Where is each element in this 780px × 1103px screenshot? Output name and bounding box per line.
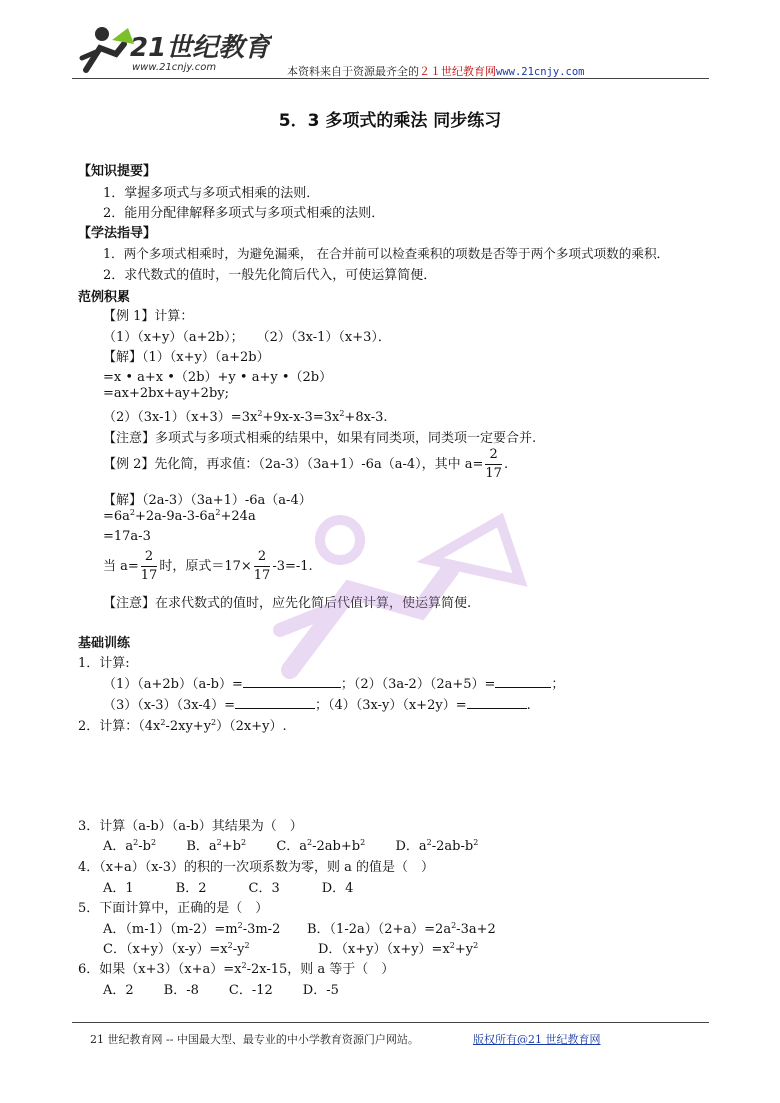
question-3-options: [103, 835, 478, 854]
header-site-name: ２１世纪教育网: [419, 65, 496, 78]
answer-blank[interactable]: [495, 687, 551, 688]
example1-note: 【注意】多项式与多项式相乘的结果中，如果有同类项，同类项一定要合并.: [103, 431, 537, 446]
answer-blank[interactable]: [235, 708, 315, 709]
example1-problems: （1）（x+y）（a+2b）； （2）（3x-1）（x+3）．: [103, 330, 391, 345]
footer-copyright-link[interactable]: 版权所有@21 世纪教育网: [473, 1033, 601, 1046]
question-5-option-a[interactable]: A．$(m-1)(m-2)=m^2-3m-2$: [103, 921, 281, 937]
logo-url: www.21cnjy.com: [132, 62, 217, 73]
basic-heading: 基础训练: [78, 636, 131, 651]
example2-solution-line: $=6a^2+2a-9a-3-6a^2+24a$: [103, 508, 256, 524]
question-1-row: （1）（a+2b）（a-b）= ；（2）（3a-2）（2a+5）= ；: [103, 677, 565, 692]
knowledge-item: 1．掌握多项式与多项式相乘的法则．: [103, 186, 320, 201]
option-d[interactable]: D．4: [321, 881, 354, 896]
option-d[interactable]: D．-5: [302, 983, 339, 998]
question-1-label: 1．计算:: [78, 656, 130, 671]
question-5-option-b[interactable]: B．$(1-2a)(2+a)=2a^2-3a+2$: [307, 921, 496, 937]
question-3: 3．计算（a-b）（a-b）其结果为（ ）: [78, 819, 303, 834]
example2-problem: 【例 2】先化简，再求值：（2a-3）（3a+1）-6a（a-4），其中 a= $\frac{2}{17}$ .: [103, 447, 509, 481]
header-url[interactable]: www.21cnjy.com: [496, 66, 585, 78]
watermark-logo: [270, 500, 540, 690]
header-note: 本资料来自于资源最齐全的２１世纪教育网www.21cnjy.com: [287, 65, 585, 78]
example1-solution-line: $(2)(3x-1)(x+3)=3x^2+9x-x-3=3x^2+8x-3$.: [103, 409, 388, 425]
question-6-options: [103, 979, 339, 998]
fraction: $\frac{2}{17}$: [485, 447, 502, 481]
example1-solution-line: =x • a+x •（2b）+y • a+y •（2b）: [103, 370, 333, 385]
question-5-option-d[interactable]: D．$(x+y)(x+y)=x^2+y^2$: [318, 941, 479, 957]
examples-heading: 范例积累: [78, 290, 131, 305]
option-b[interactable]: B．2: [175, 881, 207, 896]
running-figure-icon: [82, 27, 134, 70]
example2-solution-line: 当 a= $\frac{2}{17}$ 时，原式＝17× $\frac{2}{17}$ -3=-1.: [103, 549, 313, 583]
question-4-options: [103, 877, 353, 896]
option-c[interactable]: C．3: [248, 881, 280, 896]
example1-label: 【例 1】计算：: [103, 309, 194, 324]
method-item: 2．求代数式的值时，一般先化简后代入，可使运算简便．: [103, 268, 437, 283]
option-a[interactable]: A．2: [103, 983, 134, 998]
footer-text: 21 世纪教育网 -- 中国最大型、最专业的中小学教育资源门户网站。: [90, 1033, 419, 1046]
option-d[interactable]: D．$a^2-2ab-b^2$: [395, 838, 479, 854]
fraction: $\frac{2}{17}$: [140, 549, 158, 583]
option-b[interactable]: B．$a^2+b^2$: [186, 838, 247, 854]
knowledge-heading: 【知识提要】: [78, 164, 157, 179]
question-5: 5．下面计算中，正确的是（ ）: [78, 901, 269, 916]
option-b[interactable]: B．-8: [163, 983, 199, 998]
method-heading: 【学法指导】: [78, 226, 157, 241]
question-6: 6．如果$(x+3)(x+a)=x^2-2x-15$，则 a 等于（ ）: [78, 961, 395, 977]
example2-note: 【注意】在求代数式的值时，应先化简后代值计算，使运算简便.: [103, 596, 472, 611]
knowledge-item: 2．能用分配律解释多项式与多项式相乘的法则．: [103, 206, 385, 221]
question-4: 4．（x+a）（x-3）的积的一次项系数为零，则 a 的值是（ ）: [78, 860, 435, 875]
site-logo: [72, 18, 272, 76]
example1-solution-line: =ax+2bx+ay+2by;: [103, 386, 229, 401]
example2-solution-line: =17a-3: [103, 529, 151, 544]
question-1-row: （3）（x-3）（3x-4）= ；（4）（3x-y）（x+2y）= .: [103, 698, 531, 713]
question-5-option-c[interactable]: C．$(x+y)(x-y)=x^2-y^2$: [103, 941, 250, 957]
answer-blank[interactable]: [467, 708, 527, 709]
logo-text: 21世纪教育: [130, 33, 271, 63]
footer-divider: [72, 1022, 709, 1023]
answer-blank[interactable]: [243, 687, 341, 688]
example2-solution-line: 【解】（2a-3）（3a+1）-6a（a-4）: [103, 493, 312, 508]
option-a[interactable]: A．$a^2-b^2$: [103, 838, 157, 854]
fraction: $\frac{2}{17}$: [253, 549, 271, 583]
option-c[interactable]: C．-12: [228, 983, 273, 998]
page-title: 5．3 多项式的乘法 同步练习: [278, 111, 502, 131]
example1-solution-line: 【解】（1）（x+y）（a+2b）: [103, 350, 270, 365]
header-divider: [72, 78, 709, 79]
option-a[interactable]: A．1: [103, 881, 134, 896]
method-item: 1．两个多项式相乘时，为避免漏乘， 在合并前可以检查乘积的项数是否等于两个多项式项数的乘积．: [103, 246, 670, 261]
option-c[interactable]: C．$a^2-2ab+b^2$: [276, 838, 366, 854]
question-2: 2．计算：$(4x^2-2xy+y^2)(2x+y)$.: [78, 718, 287, 734]
